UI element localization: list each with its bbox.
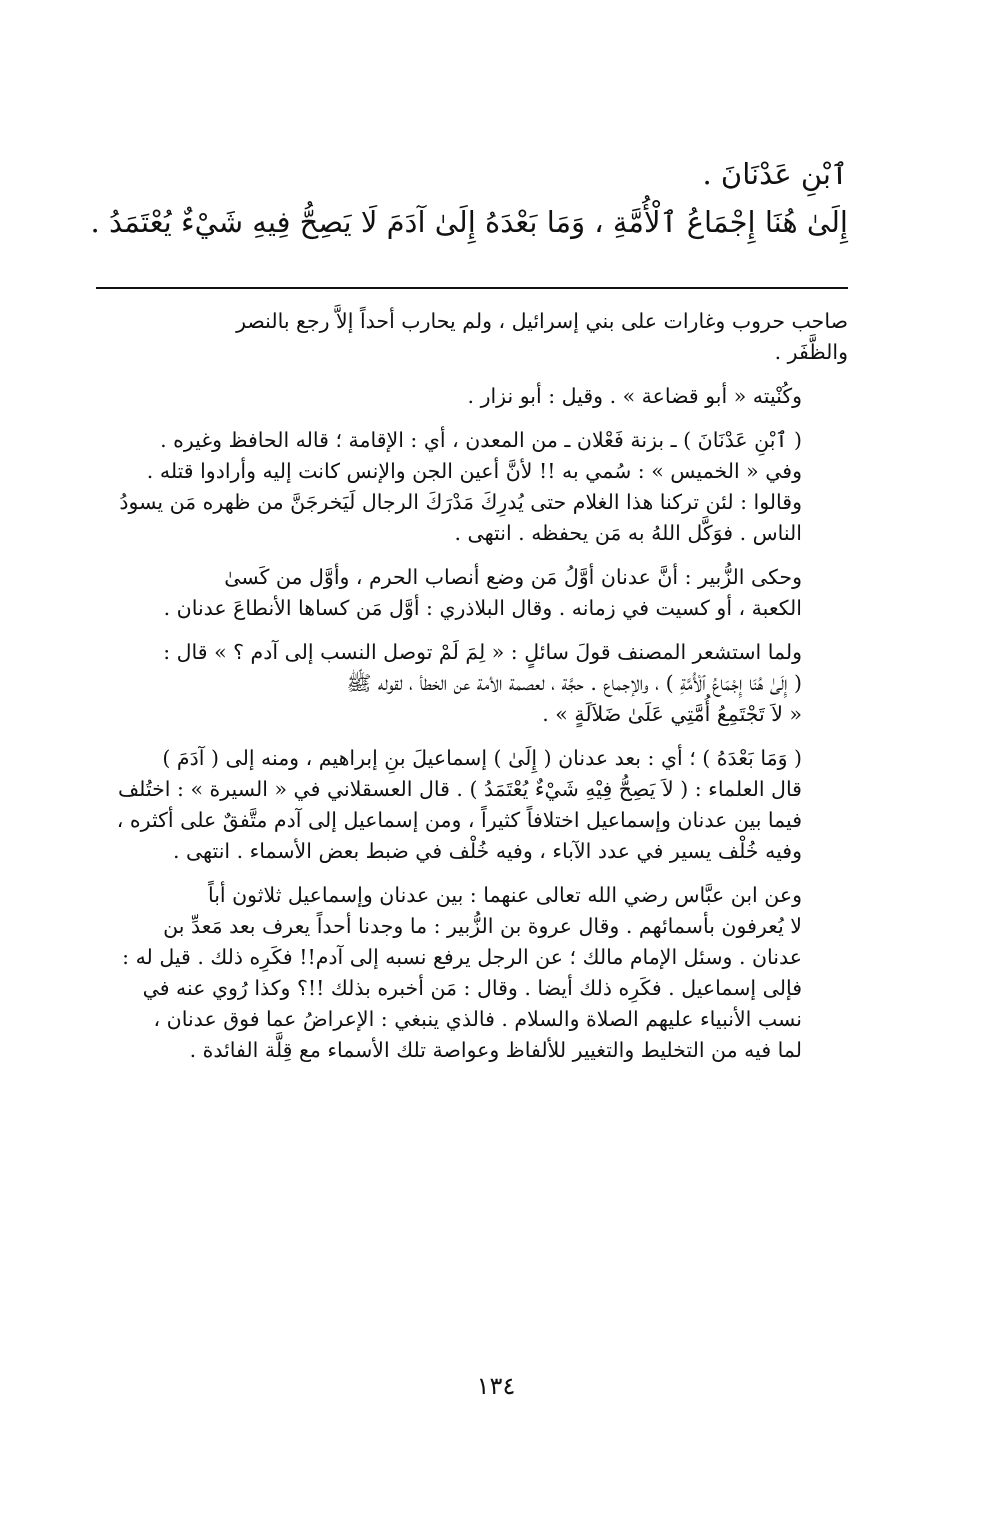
text-line: عدنان . وسئل الإمام مالك ؛ عن الرجل يرفع نسبه إلى آدم!! فكَرِه ذلك . قيل له : bbox=[122, 945, 802, 969]
main-text-block bbox=[90, 150, 848, 246]
text-line: فيما بين عدنان وإسماعيل اختلافاً كثيراً ، ومن إسماعيل إلى آدم متَّفقٌ على أكثره ، bbox=[116, 808, 802, 832]
text-line: والظَّفَر . bbox=[774, 340, 848, 364]
commentary-paragraph bbox=[96, 743, 848, 867]
text-line: صاحب حروب وغارات على بني إسرائيل ، ولم يحارب أحداً إلاَّ رجع بالنصر bbox=[236, 309, 848, 333]
text-line: وفي « الخميس » : سُمي به !! لأنَّ أعين الجن والإنس كانت إليه وأرادوا قتله . bbox=[146, 459, 802, 483]
text-line: وكُنْيته « أبو قضاعة » . وقيل : أبو نزار . bbox=[467, 384, 802, 408]
commentary-paragraph bbox=[96, 637, 848, 730]
commentary-paragraph bbox=[96, 562, 848, 624]
text-line: قال العلماء : ( لاَ يَصِحُّ فِيْهِ شَيْءٌ يُعْتَمَدُ ) . قال العسقلاني في « السيرة » : اختُلف bbox=[117, 777, 802, 801]
text-line: ( وَمَا بَعْدَهُ ) ؛ أي : بعد عدنان ( إِلَىٰ ) إسماعيلَ بنِ إبراهيم ، ومنه إلى ( آدَمَ ) bbox=[162, 746, 802, 770]
text-line: وفيه خُلْف يسير في عدد الآباء ، وفيه خُلْف في ضبط بعض الأسماء . انتهى . bbox=[172, 839, 802, 863]
text-line: لما فيه من التخليط والتغيير للألفاظ وعواصة تلك الأسماء مع قِلَّة الفائدة . bbox=[189, 1038, 802, 1062]
commentary-block bbox=[96, 306, 848, 1079]
footnote-separator bbox=[96, 287, 848, 289]
text-line: فإلى إسماعيل . فكَرِه ذلك أيضا . وقال : مَن أخبره بذلك !!؟ وكذا رُوي عنه في bbox=[142, 976, 802, 1000]
text-line: الناس . فوَكَّل اللهُ به مَن يحفظه . انتهى . bbox=[454, 521, 802, 545]
commentary-paragraph bbox=[96, 425, 848, 549]
commentary-paragraph bbox=[96, 880, 848, 1066]
text-line: ( ٱبْنِ عَدْنَانَ ) ـ بزنة فَعْلان ـ من المعدن ، أي : الإقامة ؛ قاله الحافظ وغيره . bbox=[160, 428, 802, 452]
main-text-line-1: ٱبْنِ عَدْنَانَ . bbox=[702, 157, 848, 191]
text-line: وقالوا : لئن تركنا هذا الغلام حتى يُدرِكَ مَدْرَكَ الرجال لَيَخرجَنَّ من ظهره مَن يسودُ bbox=[119, 490, 802, 514]
commentary-paragraph bbox=[96, 381, 848, 412]
text-line: « لاَ تَجْتَمِعُ أُمَّتِي عَلَىٰ ضَلاَلَةٍ » . bbox=[542, 702, 802, 726]
text-line: وحكى الزُّبير : أنَّ عدنان أوَّلُ مَن وضع أنصاب الحرم ، وأوَّل من كَسىٰ bbox=[224, 565, 802, 589]
text-line: ولما استشعر المصنف قولَ سائلٍ : « لِمَ لَمْ توصل النسب إلى آدم ؟ » قال : bbox=[163, 640, 802, 664]
text-line: ( إِلَىٰ هُنَا إِجْمَاعُ ٱلْأُمَّةِ ) ، والإجماع . حجَّة ، لعصمة الأمة عن الخطأ ، لقوله ﷺ bbox=[346, 671, 802, 695]
text-line: الكعبة ، أو كسيت في زمانه . وقال البلاذري : أوَّل مَن كساها الأنطاعَ عدنان . bbox=[163, 596, 802, 620]
text-line: لا يُعرفون بأسمائهم . وقال عروة بن الزُّبير : ما وجدنا أحداً يعرف بعد مَعدِّ بن bbox=[163, 914, 802, 938]
text-line: نسب الأنبياء عليهم الصلاة والسلام . فالذي ينبغي : الإعراضُ عما فوق عدنان ، bbox=[153, 1007, 802, 1031]
text-line: وعن ابن عبَّاس رضي الله تعالى عنهما : بين عدنان وإسماعيل ثلاثون أباً bbox=[207, 883, 802, 907]
page-number: ١٣٤ bbox=[476, 1372, 516, 1400]
main-text-line-2: إِلَىٰ هُنَا إِجْمَاعُ ٱلْأُمَّةِ ، وَمَا بَعْدَهُ إِلَىٰ آدَمَ لَا يَصِحُّ فِيهِ شَيْءٌ يُعْتَمَدُ . bbox=[90, 205, 848, 239]
commentary-paragraph bbox=[96, 306, 848, 368]
